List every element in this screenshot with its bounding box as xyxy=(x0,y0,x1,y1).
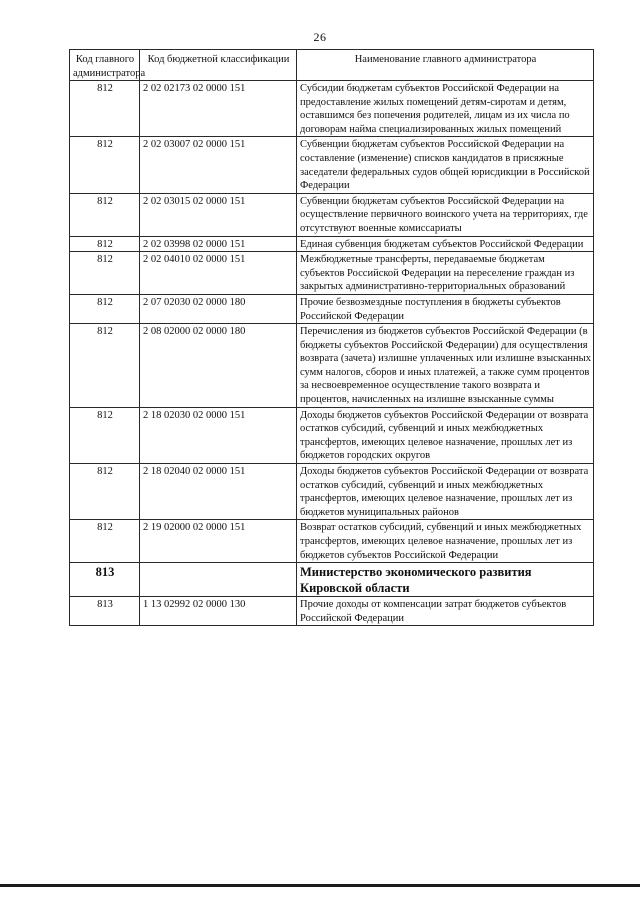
budget-code-cell: 2 18 02040 02 0000 151 xyxy=(140,464,297,520)
admin-code-cell: 812 xyxy=(70,137,140,193)
page-bottom-rule xyxy=(0,884,640,887)
table-row xyxy=(70,252,594,295)
budget-code-cell: 2 07 02030 02 0000 180 xyxy=(140,294,297,323)
admin-name-cell: Субвенции бюджетам субъектов Российской Федерации на осуществление первичного воинского учета на территориях, где отсутствуют военные комиссариаты xyxy=(297,193,594,236)
budget-code-cell: 2 02 03998 02 0000 151 xyxy=(140,236,297,252)
admin-code-cell: 812 xyxy=(70,294,140,323)
admin-code-cell: 812 xyxy=(70,252,140,295)
group-header-row xyxy=(70,563,594,597)
header-budget-code: Код бюджетной классификации xyxy=(140,50,297,81)
admin-code-cell: 812 xyxy=(70,193,140,236)
budget-code-cell: 2 02 03007 02 0000 151 xyxy=(140,137,297,193)
admin-code-cell: 812 xyxy=(70,520,140,563)
budget-code-cell: 1 13 02992 02 0000 130 xyxy=(140,597,297,626)
header-admin-code: Код главного администратора xyxy=(70,50,140,81)
table-row xyxy=(70,193,594,236)
budget-code-cell: 2 02 04010 02 0000 151 xyxy=(140,252,297,295)
admin-name-cell: Доходы бюджетов субъектов Российской Федерации от возврата остатков субсидий, субвенций и иных межбюджетных трансфертов, имеющих целевое назначение, прошлых лет из бюджетов городских округов xyxy=(297,407,594,463)
table-row xyxy=(70,236,594,252)
admin-code-cell: 812 xyxy=(70,81,140,137)
admin-name-cell: Межбюджетные трансферты, передаваемые бюджетам субъектов Российской Федерации на переселение граждан из закрытых административно-территориальных образований xyxy=(297,252,594,295)
table-row xyxy=(70,81,594,137)
table-header-row xyxy=(70,50,594,81)
admin-name-cell: Доходы бюджетов субъектов Российской Федерации от возврата остатков субсидий, субвенций и иных межбюджетных трансфертов, имеющих целевое назначение, прошлых лет из бюджетов муниципальных районов xyxy=(297,464,594,520)
budget-code-cell: 2 02 02173 02 0000 151 xyxy=(140,81,297,137)
page-number: 26 xyxy=(313,30,327,44)
table-row xyxy=(70,407,594,463)
header-admin-name: Наименование главного администратора xyxy=(297,50,594,81)
admin-name-cell: Прочие доходы от компенсации затрат бюджетов субъектов Российской Федерации xyxy=(297,597,594,626)
table-row xyxy=(70,464,594,520)
admin-code-cell: 813 xyxy=(70,597,140,626)
admin-name-cell: Перечисления из бюджетов субъектов Российской Федерации (в бюджеты субъектов Российской Федерации) для осуществления возврата (зачета) излишне уплаченных или излишне взысканных сумм налогов, сборов и иных платежей, а также сумм процентов за несвоевременное осуществление такого возврата и процентов, начисленных на излишне взысканные суммы xyxy=(297,324,594,408)
table-row xyxy=(70,520,594,563)
admin-code-cell: 812 xyxy=(70,236,140,252)
admin-name-cell: Единая субвенция бюджетам субъектов Российской Федерации xyxy=(297,236,594,252)
budget-classification-table xyxy=(69,49,594,626)
budget-code-cell: 2 19 02000 02 0000 151 xyxy=(140,520,297,563)
admin-name-cell: Субвенции бюджетам субъектов Российской Федерации на составление (изменение) списков кандидатов в присяжные заседатели федеральных судов общей юрисдикции в Российской Федерации xyxy=(297,137,594,193)
admin-code-cell: 812 xyxy=(70,324,140,408)
group-admin-name-cell: Министерство экономического развития Кировской области xyxy=(297,563,594,597)
budget-code-cell: 2 08 02000 02 0000 180 xyxy=(140,324,297,408)
group-admin-code-cell: 813 xyxy=(70,563,140,597)
admin-name-cell: Возврат остатков субсидий, субвенций и иных межбюджетных трансфертов, имеющих целевое назначение, прошлых лет из бюджетов субъектов Российской Федерации xyxy=(297,520,594,563)
admin-name-cell: Субсидии бюджетам субъектов Российской Федерации на предоставление жилых помещений детям-сиротам и детям, оставшимся без попечения родителей, лицам из их числа по договорам найма специализированных жилых помещений xyxy=(297,81,594,137)
admin-name-cell: Прочие безвозмездные поступления в бюджеты субъектов Российской Федерации xyxy=(297,294,594,323)
group-empty-cell xyxy=(140,563,297,597)
table-row xyxy=(70,294,594,323)
table-row xyxy=(70,597,594,626)
budget-code-cell: 2 02 03015 02 0000 151 xyxy=(140,193,297,236)
table-row xyxy=(70,324,594,408)
table-row xyxy=(70,137,594,193)
admin-code-cell: 812 xyxy=(70,407,140,463)
admin-code-cell: 812 xyxy=(70,464,140,520)
budget-code-cell: 2 18 02030 02 0000 151 xyxy=(140,407,297,463)
